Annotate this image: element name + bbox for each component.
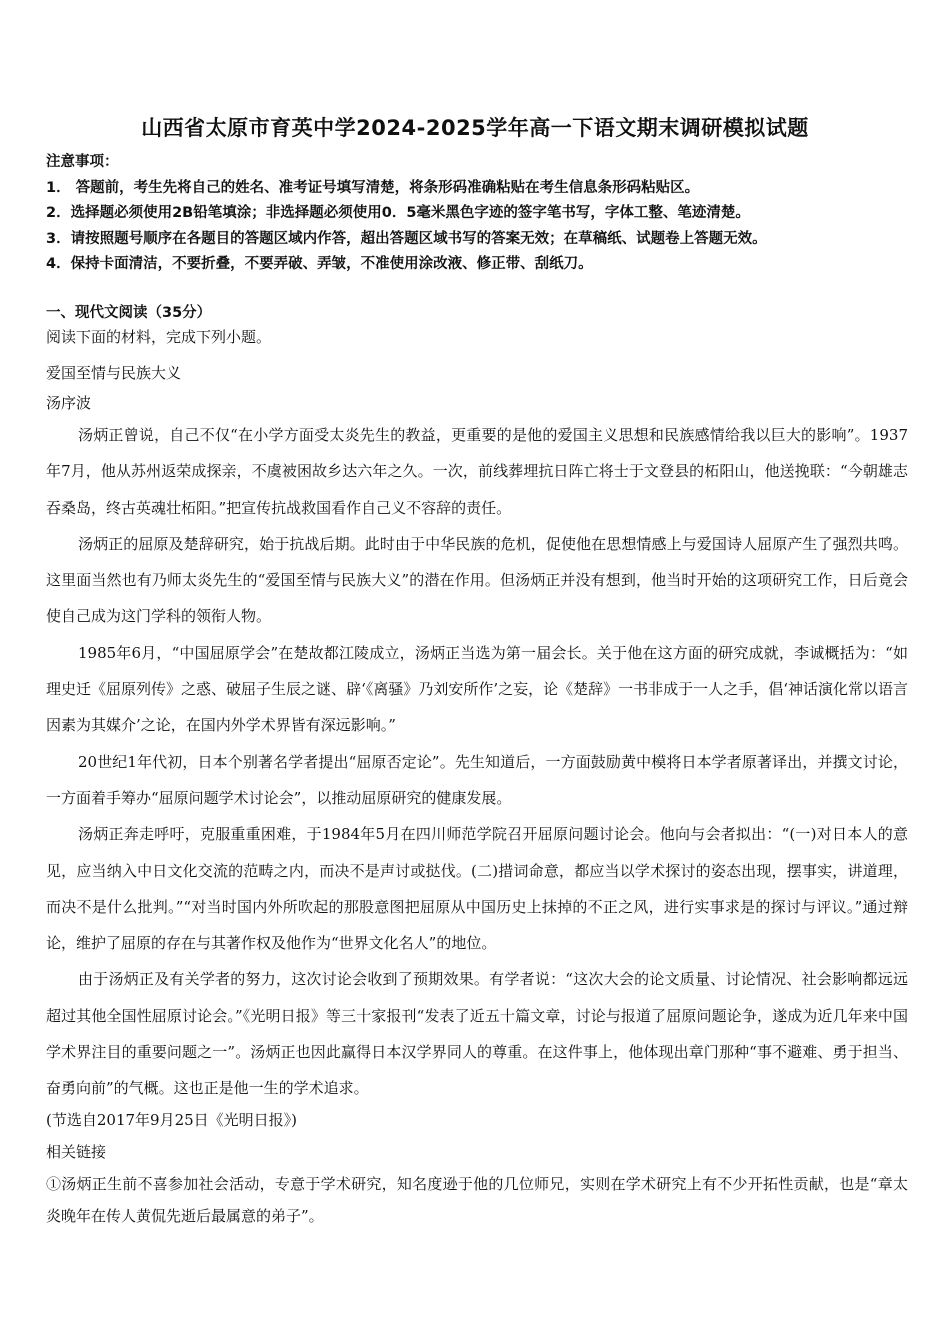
article-body xyxy=(46,417,908,1107)
section-heading: 一、现代文阅读（35分） xyxy=(46,305,212,321)
article-author: 汤序波 xyxy=(46,394,92,412)
article-paragraph: 由于汤炳正及有关学者的努力，这次讨论会收到了预期效果。有学者说：“这次大会的论文质量、讨论情况、社会影响都远远超过其他全国性屈原讨论会。”《光明日报》等三十家报刊“发表了近五十篇文章，讨论与报道了屈原问题论争，遂成为近几年来中国学术界注目的重要问题之一”。汤炳正也因此赢得日本汉学界同人的尊重。在这件事上，他体现出章门那种“事不避难、勇于担当、奋勇向前”的气概。这也正是他一生的学术追求。 xyxy=(46,970,908,1098)
notice-item: 2．选择题必须使用2B铅笔填涂；非选择题必须使用0．5毫米黑色字迹的签字笔书写，字体工整、笔迹清楚。 xyxy=(46,205,750,221)
notice-section xyxy=(46,150,906,278)
exam-title: 山西省太原市育英中学2024-2025学年高一下语文期末调研模拟试题 xyxy=(141,116,809,140)
related-item: ①汤炳正生前不喜参加社会活动，专意于学术研究，知名度逊于他的几位师兄，实则在学术研究上有不少开拓性贡献，也是“章太炎晚年在传人黄侃先逝后最属意的弟子”。 xyxy=(46,1175,908,1225)
article-paragraph: 20世纪1年代初，日本个别著名学者提出“屈原否定论”。先生知道后，一方面鼓励黄中模将日本学者原著译出，并撰文讨论，一方面着手筹办“屈原问题学术讨论会”，以推动屈原研究的健康发展。 xyxy=(46,752,908,807)
notice-item: 3．请按照题号顺序在各题目的答题区域内作答，超出答题区域书写的答案无效；在草稿纸、试题卷上答题无效。 xyxy=(46,230,767,247)
article-title: 爱国至情与民族大义 xyxy=(46,364,182,382)
related-heading: 相关链接 xyxy=(46,1143,107,1161)
article-paragraph: 汤炳正奔走呼吁，克服重重困难，于1984年5月在四川师范学院召开屈原问题讨论会。他向与会者拟出：“(一)对日本人的意见，应当纳入中日文化交流的范畴之内，而决不是声讨或挞伐。(二)措词命意，都应当以学术探讨的姿态出现，摆事实，讲道理，而决不是什么批判。”“对当时国内外所吹起的那股意图把屈原从中国历史上抹掉的不正之风，进行实事求是的探讨与评议。”通过辩论，维护了屈原的存在与其著作权及他作为“世界文化名人”的地位。 xyxy=(46,825,908,953)
article-paragraph: 汤炳正的屈原及楚辞研究，始于抗战后期。此时由于中华民族的危机，促使他在思想情感上与爱国诗人屈原产生了强烈共鸣。这里面当然也有乃师太炎先生的“爱国至情与民族大义”的潜在作用。但汤炳正并没有想到，他当时开始的这项研究工作，日后竟会使自己成为这门学科的领衔人物。 xyxy=(46,534,908,626)
article-tail xyxy=(46,1104,908,1232)
notice-heading: 注意事项： xyxy=(46,154,119,170)
reading-instruction: 阅读下面的材料，完成下列小题。 xyxy=(46,328,272,346)
article-source: (节选自2017年9月25日《光明日报》) xyxy=(46,1111,298,1129)
notice-item: 1． 答题前，考生先将自己的姓名、准考证号填写清楚，将条形码准确粘贴在考生信息条形码粘贴区。 xyxy=(46,179,700,196)
article-paragraph: 1985年6月，“中国屈原学会”在楚故都江陵成立，汤炳正当选为第一届会长。关于他在这方面的研究成就，李诚概括为：“如理史迁《屈原列传》之惑、破屈子生辰之谜、辟‘《离骚》乃刘安所作’之妄，论《楚辞》一书非成于一人之手，倡‘神话演化常以语言因素为其媒介’之论，在国内外学术界皆有深远影响。” xyxy=(46,643,908,735)
article-paragraph: 汤炳正曾说，自己不仅“在小学方面受太炎先生的教益，更重要的是他的爱国主义思想和民族感情给我以巨大的影响”。1937年7月，他从苏州返荣成探亲，不虞被困故乡达六年之久。一次，前线葬埋抗日阵亡将士于文登县的柘阳山，他送挽联：“今朝雄志吞桑岛，终古英魂壮柘阳。”把宣传抗战救国看作自己义不容辞的责任。 xyxy=(46,426,908,517)
section-modern-reading xyxy=(46,300,906,418)
notice-item: 4．保持卡面清洁，不要折叠，不要弄破、弄皱，不准使用涂改液、修正带、刮纸刀。 xyxy=(46,256,593,272)
